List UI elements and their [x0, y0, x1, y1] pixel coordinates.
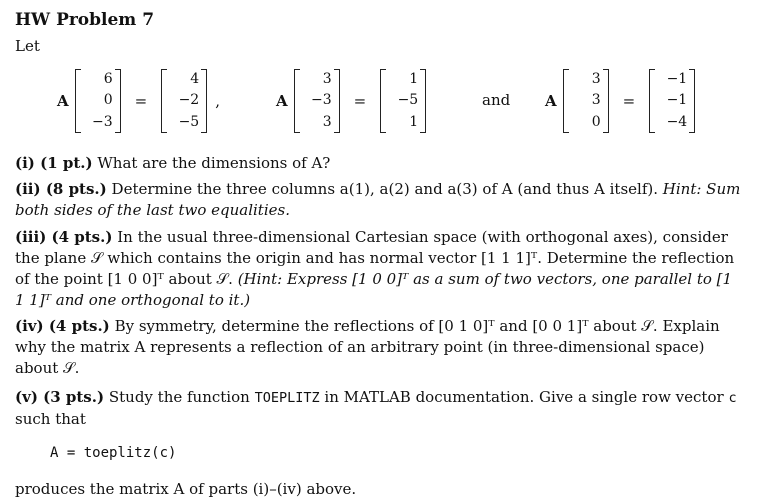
vector-entry: 1 — [409, 113, 419, 130]
part-text: By symmetry, determine the reflections of [0 1 0]ᵀ and [0 0 1]ᵀ about 𝒮. Explain why the matrix A represents a reflection of an arbitrary point (in three-dimensional space) about 𝒮. — [15, 317, 720, 377]
variable-name: c — [728, 390, 737, 406]
vector-entry: 1 — [409, 71, 419, 88]
vector-entry: −3 — [92, 113, 113, 130]
vector-entry: 0 — [591, 113, 601, 130]
part-iii — [15, 227, 745, 311]
vector-entry: 3 — [322, 71, 332, 88]
vector-entry: 6 — [103, 71, 113, 88]
vector-entry: −1 — [666, 92, 688, 109]
part-hint: (Hint: Express [1 0 0]ᵀ as a sum of two vectors, one parallel to [1 1 1]ᵀ and one orthogonal to it.) — [15, 270, 733, 309]
vector-rhs-2 — [380, 69, 426, 133]
part-label: (i) (1 pt.) — [15, 154, 93, 172]
part-text: What are the dimensions of A? — [97, 154, 331, 172]
part-label: (iv) (4 pts.) — [15, 317, 110, 335]
equation-1 — [57, 66, 220, 136]
part-text: such that — [15, 410, 86, 428]
vector-entry: −3 — [311, 92, 332, 109]
vector-entry: 4 — [190, 71, 200, 88]
part-i — [15, 153, 745, 174]
part-text: in MATLAB documentation. Give a single row vector — [324, 388, 724, 406]
vector-entry: −1 — [666, 71, 688, 88]
part-iv — [15, 316, 745, 379]
equation-2 — [276, 66, 426, 136]
equation-3 — [545, 66, 695, 136]
vector-rhs-1 — [161, 69, 207, 133]
part-label: (v) (3 pts.) — [15, 388, 105, 406]
equations-row — [0, 66, 762, 136]
vector-entry: 3 — [591, 71, 601, 88]
vector-entry: 3 — [591, 92, 601, 109]
part-label: (ii) (8 pts.) — [15, 180, 107, 198]
part-ii — [15, 179, 745, 221]
equals-sign: = — [353, 92, 367, 110]
vector-rhs-3 — [649, 69, 695, 133]
matrix-symbol: A — [57, 92, 69, 110]
function-name: TOEPLITZ — [254, 390, 320, 406]
part-hint: Hint: Sum both sides of the last two equalities. — [15, 180, 741, 219]
and-text: and — [482, 91, 511, 109]
vector-entry: −2 — [178, 92, 200, 109]
part-text: In the usual three-dimensional Cartesian space (with orthogonal axes), consider the plane 𝒮 which contains the origin and has normal vector [1 1 1]ᵀ. Determine the reflection of the point [1 0 0]ᵀ about 𝒮. — [15, 228, 735, 288]
closing-text: produces the matrix A of parts (i)–(iv) above. — [15, 480, 357, 498]
matrix-symbol: A — [545, 92, 557, 110]
comma: , — [215, 92, 220, 110]
problem-title: HW Problem 7 — [15, 10, 155, 30]
vector-entry: −4 — [666, 113, 688, 130]
part-label: (iii) (4 pts.) — [15, 228, 113, 246]
vector-lhs-2 — [294, 69, 340, 133]
part-v — [15, 387, 745, 430]
vector-entry: −5 — [178, 113, 200, 130]
vector-entry: 3 — [322, 113, 332, 130]
part-text: Study the function — [108, 388, 250, 406]
equals-sign: = — [134, 92, 148, 110]
vector-entry: 0 — [103, 92, 113, 109]
vector-lhs-3 — [563, 69, 609, 133]
matrix-symbol: A — [276, 92, 288, 110]
part-text: Determine the three columns a(1), a(2) and a(3) of A (and thus A itself). — [111, 180, 658, 198]
vector-lhs-1 — [75, 69, 121, 133]
let-text: Let — [15, 37, 40, 55]
code-snippet: A = toeplitz(c) — [50, 445, 177, 461]
vector-entry: −5 — [397, 92, 419, 109]
equals-sign: = — [622, 92, 636, 110]
